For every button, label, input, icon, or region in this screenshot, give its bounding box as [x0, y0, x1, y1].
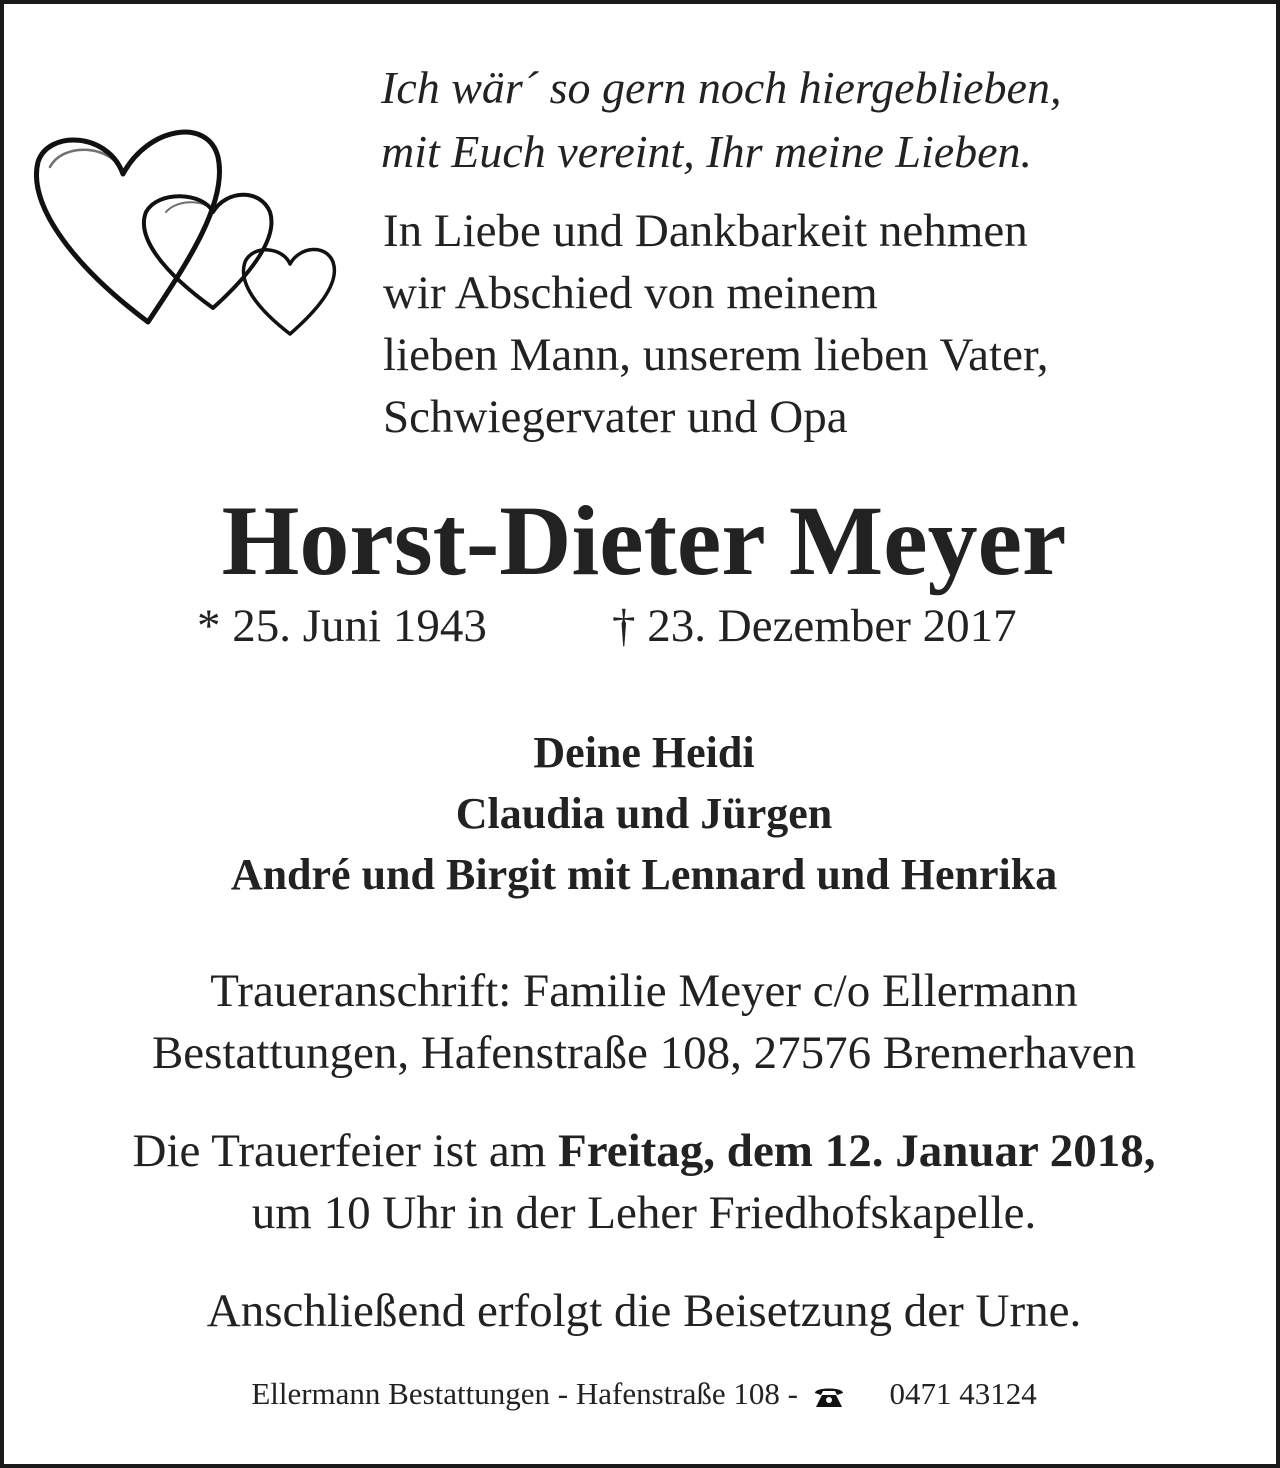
funeral-home-footer — [4, 1374, 1280, 1414]
service-prefix: Die Trauerfeier ist am — [132, 1125, 559, 1177]
poem-verse — [381, 56, 1061, 184]
birth-date: * 25. Juni 1943 — [197, 600, 487, 652]
hearts-icon — [28, 112, 348, 352]
address-line-1: Traueranschrift: Familie Meyer c/o Ellermann — [210, 965, 1078, 1017]
footer-phone: 0471 43124 — [889, 1376, 1037, 1411]
death-date: † 23. Dezember 2017 — [612, 600, 1017, 652]
poem-line-2: mit Euch vereint, Ihr meine Lieben. — [381, 126, 1033, 177]
intro-line-4: Schwiegervater und Opa — [383, 391, 848, 443]
mourner-line-2: Claudia und Jürgen — [455, 789, 833, 838]
mourner-line-3: André und Birgit mit Lennard und Henrika — [230, 850, 1058, 899]
telephone-icon — [812, 1384, 846, 1410]
mourner-line-1: Deine Heidi — [533, 728, 755, 777]
intro-line-1: In Liebe und Dankbarkeit nehmen — [383, 205, 1028, 257]
service-line-1 — [4, 1120, 1280, 1182]
funeral-service-info — [4, 1120, 1280, 1244]
intro-line-3: lieben Mann, unserem lieben Vater, — [383, 329, 1049, 381]
service-date: Freitag, dem 12. Januar 2018, — [558, 1125, 1156, 1177]
service-line-2: um 10 Uhr in der Leher Friedhofskapelle. — [251, 1187, 1037, 1239]
address-line-2: Bestattungen, Hafenstraße 108, 27576 Bremerhaven — [151, 1027, 1137, 1079]
burial-note: Anschließend erfolgt die Beisetzung der Urne. — [206, 1285, 1082, 1337]
footer-text: Ellermann Bestattungen - Hafenstraße 108 - — [251, 1376, 798, 1411]
poem-line-1: Ich wär´ so gern noch hiergeblieben, — [381, 62, 1062, 113]
mourners-list — [4, 722, 1280, 905]
condolence-address — [4, 960, 1280, 1084]
intro-text — [383, 200, 1048, 448]
intro-line-2: wir Abschied von meinem — [383, 267, 878, 319]
deceased-name: Horst-Dieter Meyer — [221, 485, 1067, 596]
